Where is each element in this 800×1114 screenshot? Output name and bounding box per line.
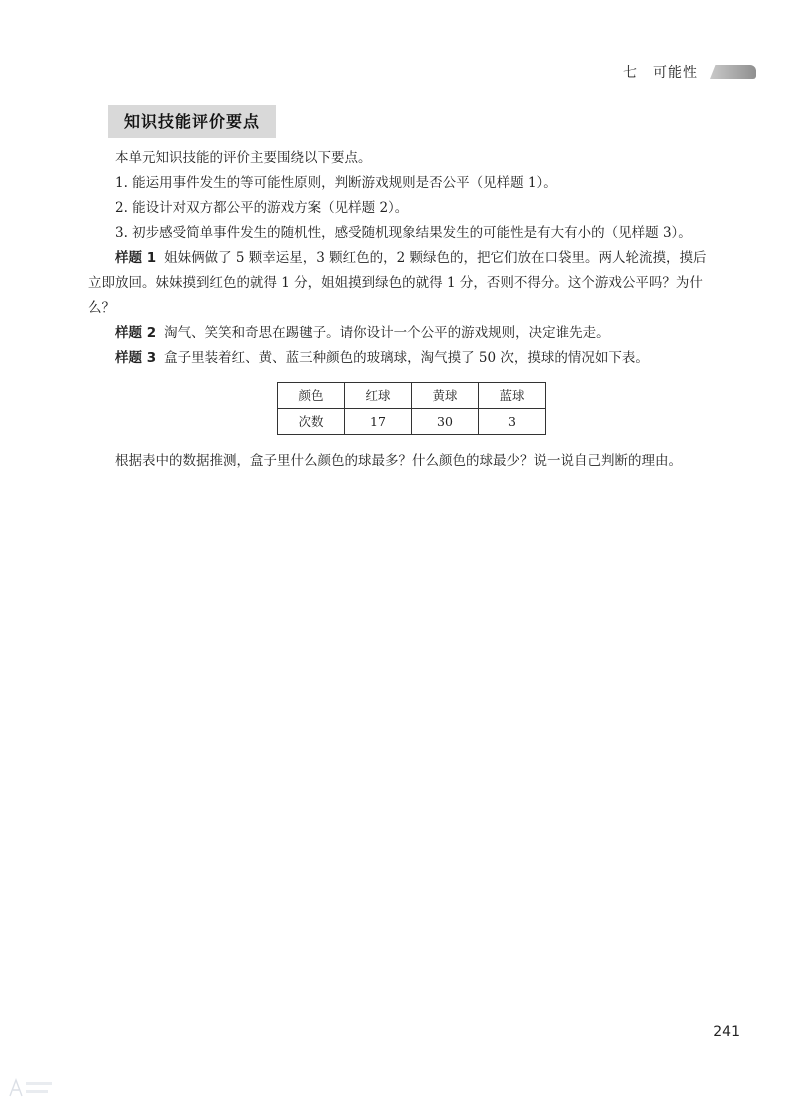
example-2	[88, 321, 710, 346]
table-cell: 17	[345, 409, 412, 435]
table-cell: 黄球	[412, 383, 479, 409]
table-cell: 次数	[278, 409, 345, 435]
point-3: 3. 初步感受简单事件发生的随机性，感受随机现象结果发生的可能性是有大有小的（见样题 3）。	[115, 225, 692, 241]
table-header-row	[278, 383, 546, 409]
example-2-text: 淘气、笑笑和奇思在踢毽子。请你设计一个公平的游戏规则，决定谁先走。	[164, 325, 610, 341]
example-3-label: 样题 3	[115, 350, 157, 366]
point-1: 1. 能运用事件发生的等可能性原则，判断游戏规则是否公平（见样题 1）。	[115, 175, 557, 191]
example-3	[88, 346, 710, 371]
question-paragraph: 根据表中的数据推测，盒子里什么颜色的球最多？什么颜色的球最少？说一说自己判断的理由。	[115, 453, 682, 469]
table-row	[278, 409, 546, 435]
example-1-label: 样题 1	[115, 250, 157, 266]
main-content	[88, 146, 710, 474]
watermark-logo-icon	[6, 1074, 56, 1102]
ball-count-table	[277, 382, 546, 435]
example-1	[88, 246, 710, 321]
table-cell: 红球	[345, 383, 412, 409]
table-cell: 3	[479, 409, 546, 435]
example-3-text: 盒子里装着红、黄、蓝三种颜色的玻璃球，淘气摸了 50 次，摸球的情况如下表。	[164, 350, 649, 366]
table-cell: 颜色	[278, 383, 345, 409]
chapter-tab-decoration	[710, 65, 756, 79]
point-2: 2. 能设计对双方都公平的游戏方案（见样题 2）。	[115, 200, 409, 216]
chapter-header	[623, 62, 756, 82]
chapter-title: 七 可能性	[623, 65, 698, 81]
table-cell: 蓝球	[479, 383, 546, 409]
section-title: 知识技能评价要点	[108, 105, 276, 138]
page-number: 241	[713, 1024, 740, 1040]
example-1-text: 姐妹俩做了 5 颗幸运星，3 颗红色的，2 颗绿色的，把它们放在口袋里。两人轮流摸，摸后立即放回。妹妹摸到红色的就得 1 分，姐姐摸到绿色的就得 1 分，否则不得分。这个游戏公平吗？为什么？	[88, 250, 707, 316]
example-2-label: 样题 2	[115, 325, 157, 341]
intro-paragraph: 本单元知识技能的评价主要围绕以下要点。	[115, 150, 372, 166]
table-cell: 30	[412, 409, 479, 435]
